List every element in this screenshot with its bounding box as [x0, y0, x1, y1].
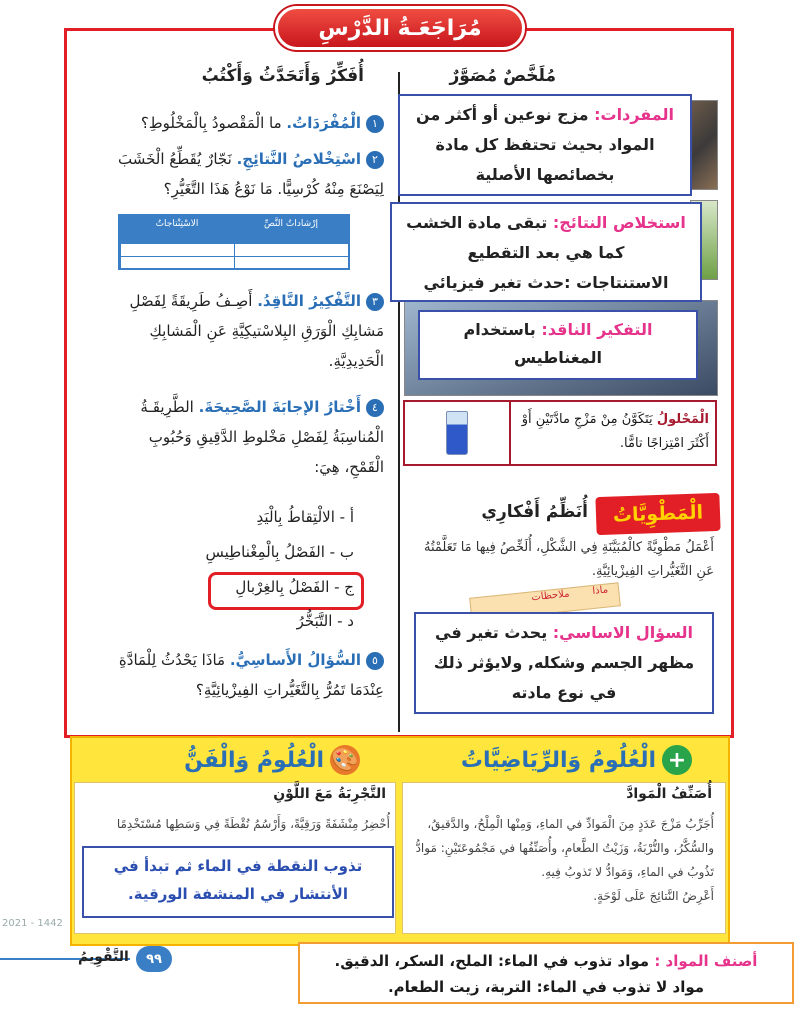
question-number: ٤	[366, 399, 384, 417]
question-5: ٥السُّؤالُ الأَساسِيُّ. مَاذَا يَحْدُثُ لِلْمَادَّةِ عِنْدَمَا تَمُرُّ بِالتَّغَيُّراتِ الفِيزْيائِيَّةِ؟	[118, 651, 384, 699]
art-section-title: 🎨 الْعُلُومُ وَالْفَنُّ	[184, 740, 360, 780]
foldables-subtitle: أُنَظِّمُ أَفْكارِي	[481, 502, 588, 522]
foldable-paper-illustration: ماذا ملاحظات	[469, 582, 621, 622]
art-panel-text: أُحْضِرُ مِنْشَفَةً وَرَقِيَّةً، وَأَرْسُمُ نُقْطَةً فِي وَسَطِها مُسْتَخْدِمًا	[116, 817, 390, 831]
callout-essential-question: السؤال الاساسي: يحدث تغير في مظهر الجسم وشكله, ولايؤثر ذلك في نوع مادته	[414, 612, 714, 714]
solution-text: الْمَحْلولُ يَتَكَوَّنُ مِنْ مَزْجِ مادَّتَيْنِ أَوْ أَكْثَرَ امْتِزاجًا تامًّا.	[521, 412, 709, 451]
math-section-title: + الْعُلُومُ وَالرِّيَاضِيَّاتُ	[461, 740, 692, 780]
math-plus-icon: +	[662, 745, 692, 775]
question-2: ٢اسْتِخْلاصُ النَّتائِجِ. نَجّارٌ يُقَطِّعُ الْخَشَبَ لِيَصْنَعَ مِنْهُ كُرْسِيًّا. مَا نَوْعُ هَذَا التَّغَيُّرِ؟	[118, 150, 384, 198]
option-a[interactable]: أ - الالْتِقاطُ بِالْيَدِ	[256, 508, 354, 526]
mixture-photo	[690, 100, 718, 190]
question-number: ١	[366, 115, 384, 133]
right-section-title: مُلَخَّصٌ مُصَوَّرٌ	[449, 66, 556, 86]
watermark: 2021 - 1442	[2, 918, 63, 929]
option-b[interactable]: ب - الفَصْلُ بِالْمِغْناطِيسِ	[205, 543, 354, 561]
foldables-instructions: أَعْمَلُ مَطْوِيَّةً كالْمُبَيَّنَةِ فِي الشَّكْلِ، أُلَخِّصُ فِيها مَا تَعَلَّمْتُهُ عَنِ التَّغَيُّراتِ الفِيزْيائِيَّةِ.	[423, 540, 714, 579]
table-header: الاسْتِنْتاجاتُ	[120, 216, 234, 243]
page-number: ٩٩	[136, 946, 172, 972]
question-number: ٥	[366, 652, 384, 670]
callout-art-answer: تذوب النقطة في الماء ثم تبدأ في الأنتشار في المنشفة الورقية.	[82, 846, 394, 918]
question-4: ٤أَخْتارُ الإجابَةَ الصَّحِيحَةَ. الطَّرِيقَـةُ الْمُناسِبَةُ لِفَصْلِ مَخْلوطِ الدَّقِيقِ وَحُبُوبِ الْقَمْحِ، هِيَ:	[140, 398, 384, 476]
footer-label: التَّقْوِيمُ	[78, 949, 129, 965]
correct-answer-highlight	[208, 572, 364, 610]
question-number: ٣	[366, 293, 384, 311]
callout-vocabulary: المفردات: مزج نوعين أو أكثر من المواد بحيث تحتفظ كل مادة بخصائصها الأصلية	[398, 94, 692, 196]
foldables-logo: الْمَطْوِيَّاتُ	[595, 493, 720, 535]
beaker-image	[405, 402, 511, 464]
solution-summary-row	[403, 400, 717, 466]
palette-icon: 🎨	[330, 745, 360, 775]
table-cell	[120, 243, 234, 255]
math-panel-heading: أُصَنِّفُ الْمَوادَّ	[626, 786, 712, 802]
left-section-title: أُفَكِّرُ وَأَتَحَدَّثُ وَأَكْتُبُ	[201, 66, 364, 86]
table-cell	[234, 256, 348, 268]
question-3: ٣التَّفْكِيرُ النَّاقِدُ. أَصِـفُ طَرِيقَةً لِفَصْلِ مَشابِكِ الْوَرَقِ البِلاسْتيكِيَّةِ عَنِ الْمَشابِكِ الْحَدِيدِيَّةِ.	[129, 292, 384, 370]
page-title: مُرَاجَعَـةُ الدَّرْسِ	[275, 6, 525, 50]
option-d[interactable]: د - التَّبَخُّرُ	[296, 612, 354, 630]
table-cell	[234, 243, 348, 255]
table-cell	[120, 256, 234, 268]
art-panel-heading: التَّجْرِبَةُ مَعَ اللَّوْنِ	[273, 786, 386, 802]
callout-classify-materials: أصنف المواد : مواد تذوب في الماء: الملح، السكر، الدقيق. مواد لا تذوب في الماء: التربة، زيت الطعام.	[298, 942, 794, 1004]
results-table	[118, 214, 350, 270]
math-panel-text: أُجَرِّبُ مَزْجَ عَدَدٍ مِنَ الْمَوادِّ في الماءِ، وَمِنْها الْمِلْحُ، والدَّقيقُ، والسُّكَّرُ، والتُّرْبَةُ، وَزَيْتُ الطَّعامِ، وأُصَنِّفُها في مَجْمُوعَتَيْنِ: مَوادُّ تَذُوبُ في الماءِ، وَمَوادُّ لا تَذوبُ فِيهِ. أَعْرِضُ النَّتائِجَ عَلَى لَوْحَةٍ.	[415, 817, 714, 903]
option-c[interactable]: ج - الفَصْلُ بِالغِرْبالِ	[235, 578, 354, 596]
table-header: إرْشاداتُ النَّصِّ	[234, 216, 348, 243]
callout-conclusions: استخلاص النتائج: تبقى مادة الخشب كما هي بعد التقطيع الاستنتاجات :حدث تغير فيزيائي	[390, 202, 702, 302]
beaker-icon	[446, 411, 468, 455]
question-number: ٢	[366, 151, 384, 169]
callout-critical-thinking: التفكير الناقد: باستخدام المغناطيس	[418, 310, 698, 380]
question-1: ١الْمُفْرَدَاتُ. ما الْمَقْصودُ بِالْمَخْلُوطِ؟	[84, 108, 384, 138]
